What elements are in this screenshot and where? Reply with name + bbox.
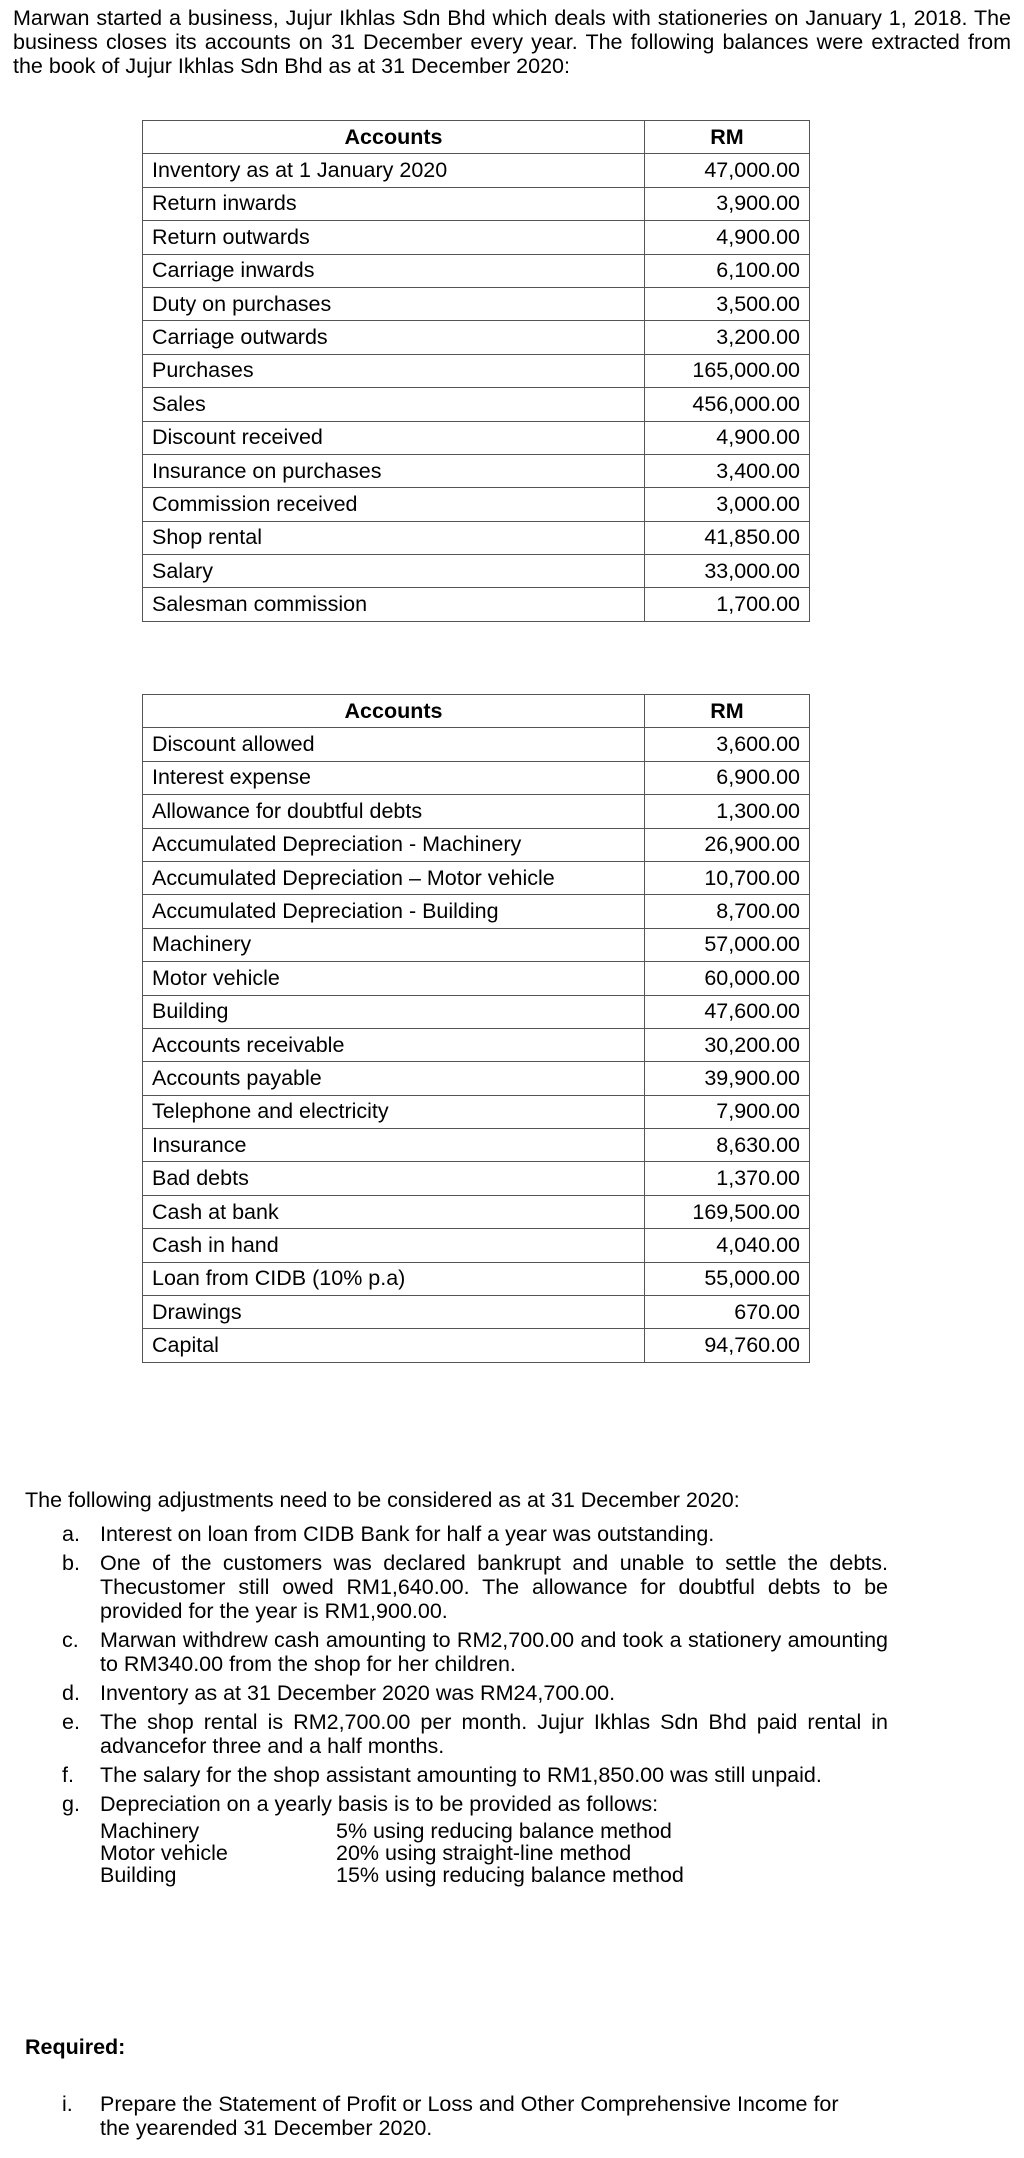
account-name-cell: Return inwards <box>143 187 645 220</box>
amount-cell: 39,900.00 <box>645 1062 810 1095</box>
account-name-cell: Return outwards <box>143 221 645 254</box>
table-row <box>143 254 810 287</box>
amount-cell: 7,900.00 <box>645 1095 810 1128</box>
item-text: Depreciation on a yearly basis is to be provided as follows: <box>100 1792 659 1816</box>
account-name-cell: Building <box>143 995 645 1028</box>
item-marker: f. <box>62 1763 74 1787</box>
table-row <box>143 1262 810 1295</box>
amount-cell: 26,900.00 <box>645 828 810 861</box>
header-accounts: Accounts <box>143 121 645 154</box>
amount-cell: 30,200.00 <box>645 1028 810 1061</box>
table-row <box>143 488 810 521</box>
account-name-cell: Carriage inwards <box>143 254 645 287</box>
depreciation-table <box>100 1820 888 1886</box>
table-row <box>143 154 810 187</box>
amount-cell: 94,760.00 <box>645 1329 810 1362</box>
amount-cell: 1,300.00 <box>645 795 810 828</box>
table-row <box>143 354 810 387</box>
depreciation-row <box>100 1842 888 1864</box>
amount-cell: 3,900.00 <box>645 187 810 220</box>
table-row <box>143 928 810 961</box>
amount-cell: 6,100.00 <box>645 254 810 287</box>
account-name-cell: Salesman commission <box>143 588 645 621</box>
question-text: Prepare the Statement of Profit or Loss and Other Comprehensive Income for the yearended 31 December 2020. <box>100 2092 839 2140</box>
table-row <box>143 421 810 454</box>
item-text: Inventory as at 31 December 2020 was RM24,700.00. <box>100 1681 616 1705</box>
item-text: The shop rental is RM2,700.00 per month. Jujur Ikhlas Sdn Bhd paid rental in advancefor three and a half months. <box>100 1710 888 1758</box>
amount-cell: 3,500.00 <box>645 287 810 320</box>
adjustments-list <box>58 1522 888 1891</box>
amount-cell: 47,600.00 <box>645 995 810 1028</box>
table-row <box>143 1095 810 1128</box>
table-row <box>143 454 810 487</box>
intro-paragraph: Marwan started a business, Jujur Ikhlas Sdn Bhd which deals with stationeries on January 1, 2018. The business closes its accounts on 31 December every year. The following balances were extracted from the book of Jujur Ikhlas Sdn Bhd as at 31 December 2020: <box>13 6 1011 78</box>
amount-cell: 41,850.00 <box>645 521 810 554</box>
amount-cell: 3,600.00 <box>645 728 810 761</box>
account-name-cell: Cash at bank <box>143 1195 645 1228</box>
table-row <box>143 1028 810 1061</box>
account-name-cell: Allowance for doubtful debts <box>143 795 645 828</box>
account-name-cell: Duty on purchases <box>143 287 645 320</box>
amount-cell: 3,000.00 <box>645 488 810 521</box>
adjustment-item <box>58 1551 888 1623</box>
asset-name: Motor vehicle <box>100 1841 228 1865</box>
item-marker: d. <box>62 1681 80 1705</box>
account-name-cell: Commission received <box>143 488 645 521</box>
amount-cell: 1,370.00 <box>645 1162 810 1195</box>
amount-cell: 4,040.00 <box>645 1229 810 1262</box>
account-name-cell: Machinery <box>143 928 645 961</box>
account-name-cell: Discount received <box>143 421 645 454</box>
amount-cell: 169,500.00 <box>645 1195 810 1228</box>
amount-cell: 1,700.00 <box>645 588 810 621</box>
table-row <box>143 1329 810 1362</box>
table-row <box>143 1296 810 1329</box>
amount-cell: 47,000.00 <box>645 154 810 187</box>
adjustment-item <box>58 1710 888 1758</box>
table-row <box>143 828 810 861</box>
table-row <box>143 1162 810 1195</box>
depreciation-method: 20% using straight-line method <box>336 1841 632 1865</box>
account-name-cell: Shop rental <box>143 521 645 554</box>
table-row <box>143 995 810 1028</box>
table-row <box>143 521 810 554</box>
item-text: One of the customers was declared bankrupt and unable to settle the debts. Thecustomer still owed RM1,640.00. The allowance for doubtful debts to be provided for the year is RM1,900.00. <box>100 1551 888 1623</box>
table-row <box>143 555 810 588</box>
account-name-cell: Insurance <box>143 1129 645 1162</box>
amount-cell: 8,630.00 <box>645 1129 810 1162</box>
table-row <box>143 1129 810 1162</box>
account-name-cell: Purchases <box>143 354 645 387</box>
amount-cell: 3,400.00 <box>645 454 810 487</box>
balances-table-1 <box>142 120 810 622</box>
account-name-cell: Salary <box>143 555 645 588</box>
account-name-cell: Interest expense <box>143 761 645 794</box>
question-marker: i. <box>62 2092 73 2116</box>
table-row <box>143 761 810 794</box>
item-marker: a. <box>62 1522 80 1546</box>
table-header-row <box>143 121 810 154</box>
table-row <box>143 962 810 995</box>
item-text: Interest on loan from CIDB Bank for half a year was outstanding. <box>100 1522 715 1546</box>
amount-cell: 10,700.00 <box>645 861 810 894</box>
item-marker: c. <box>62 1628 79 1652</box>
account-name-cell: Accounts payable <box>143 1062 645 1095</box>
amount-cell: 55,000.00 <box>645 1262 810 1295</box>
header-rm: RM <box>645 695 810 728</box>
header-accounts: Accounts <box>143 695 645 728</box>
amount-cell: 33,000.00 <box>645 555 810 588</box>
amount-cell: 57,000.00 <box>645 928 810 961</box>
adjustment-item <box>58 1628 888 1676</box>
balances-table-2 <box>142 694 810 1363</box>
depreciation-method: 15% using reducing balance method <box>336 1863 684 1887</box>
account-name-cell: Accounts receivable <box>143 1028 645 1061</box>
amount-cell: 670.00 <box>645 1296 810 1329</box>
amount-cell: 60,000.00 <box>645 962 810 995</box>
table-row <box>143 221 810 254</box>
amount-cell: 4,900.00 <box>645 221 810 254</box>
table-row <box>143 1195 810 1228</box>
account-name-cell: Accumulated Depreciation - Machinery <box>143 828 645 861</box>
amount-cell: 3,200.00 <box>645 321 810 354</box>
table-row <box>143 1062 810 1095</box>
required-question <box>58 2092 860 2140</box>
adjustments-intro: The following adjustments need to be considered as at 31 December 2020: <box>25 1488 740 1512</box>
account-name-cell: Capital <box>143 1329 645 1362</box>
asset-name: Building <box>100 1863 177 1887</box>
account-name-cell: Bad debts <box>143 1162 645 1195</box>
account-name-cell: Carriage outwards <box>143 321 645 354</box>
table-row <box>143 895 810 928</box>
account-name-cell: Inventory as at 1 January 2020 <box>143 154 645 187</box>
item-marker: g. <box>62 1792 80 1816</box>
account-name-cell: Accumulated Depreciation - Building <box>143 895 645 928</box>
item-marker: b. <box>62 1551 80 1575</box>
account-name-cell: Telephone and electricity <box>143 1095 645 1128</box>
table-row <box>143 588 810 621</box>
amount-cell: 165,000.00 <box>645 354 810 387</box>
account-name-cell: Discount allowed <box>143 728 645 761</box>
table-header-row <box>143 695 810 728</box>
depreciation-method: 5% using reducing balance method <box>336 1819 672 1843</box>
amount-cell: 4,900.00 <box>645 421 810 454</box>
depreciation-row <box>100 1864 888 1886</box>
table-row <box>143 861 810 894</box>
amount-cell: 6,900.00 <box>645 761 810 794</box>
header-rm: RM <box>645 121 810 154</box>
table-row <box>143 1229 810 1262</box>
adjustment-item <box>58 1763 888 1787</box>
table-row <box>143 388 810 421</box>
amount-cell: 456,000.00 <box>645 388 810 421</box>
asset-name: Machinery <box>100 1819 200 1843</box>
account-name-cell: Insurance on purchases <box>143 454 645 487</box>
table-row <box>143 187 810 220</box>
account-name-cell: Sales <box>143 388 645 421</box>
account-name-cell: Motor vehicle <box>143 962 645 995</box>
table-row <box>143 321 810 354</box>
amount-cell: 8,700.00 <box>645 895 810 928</box>
item-text: Marwan withdrew cash amounting to RM2,700.00 and took a stationery amounting to RM340.00 from the shop for her children. <box>100 1628 888 1676</box>
account-name-cell: Cash in hand <box>143 1229 645 1262</box>
account-name-cell: Drawings <box>143 1296 645 1329</box>
table-row <box>143 728 810 761</box>
table-row <box>143 795 810 828</box>
adjustment-item <box>58 1792 888 1886</box>
adjustment-item <box>58 1522 888 1546</box>
table-row <box>143 287 810 320</box>
item-text: The salary for the shop assistant amounting to RM1,850.00 was still unpaid. <box>100 1763 822 1787</box>
adjustment-item <box>58 1681 888 1705</box>
item-marker: e. <box>62 1710 80 1734</box>
account-name-cell: Loan from CIDB (10% p.a) <box>143 1262 645 1295</box>
depreciation-row <box>100 1820 888 1842</box>
account-name-cell: Accumulated Depreciation – Motor vehicle <box>143 861 645 894</box>
required-heading: Required: <box>25 2035 126 2059</box>
